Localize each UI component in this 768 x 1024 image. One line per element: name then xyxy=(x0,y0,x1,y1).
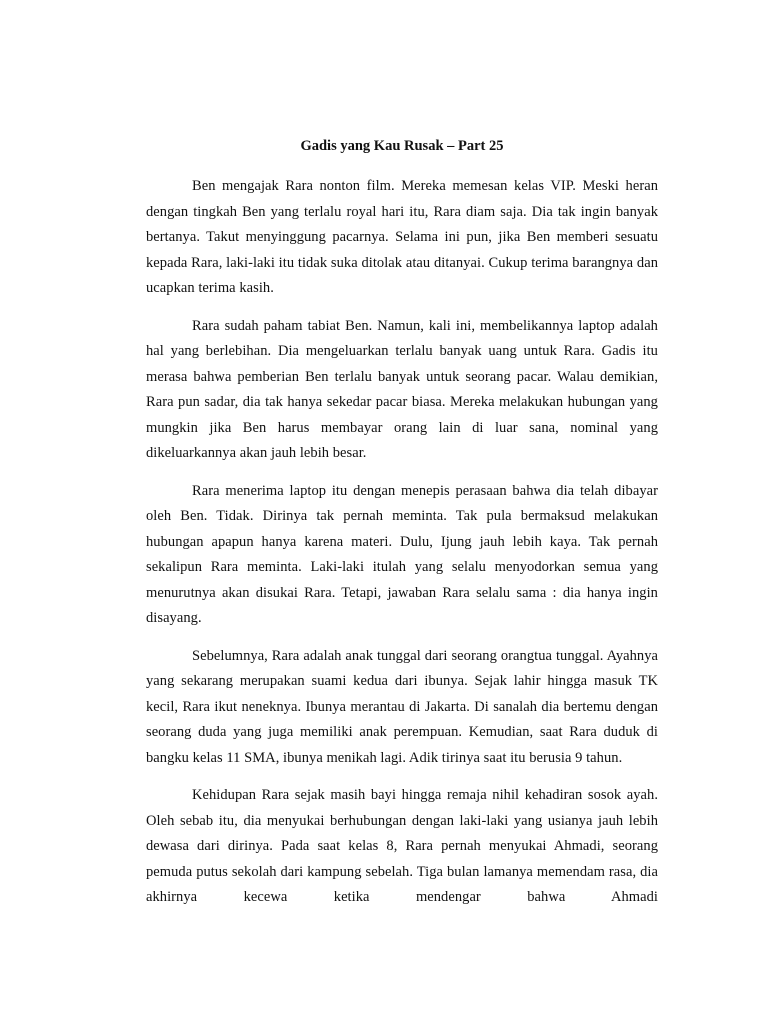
document-title: Gadis yang Kau Rusak – Part 25 xyxy=(300,138,504,154)
document-body xyxy=(146,174,658,923)
paragraph-2: Rara sudah paham tabiat Ben. Namun, kali ini, membelikannya laptop adalah hal yang berlebihan. Dia mengeluarkan terlalu banyak uang untuk Rara. Gadis itu merasa bahwa pemberian Ben terlalu banyak untuk seorang pacar. Walau demikian, Rara pun sadar, dia tak hanya sekedar pacar biasa. Mereka melakukan hubungan yang mungkin jika Ben harus membayar orang lain di luar sana, nominal yang dikeluarkannya akan jauh lebih besar. xyxy=(146,317,658,461)
paragraph-1: Ben mengajak Rara nonton film. Mereka memesan kelas VIP. Meski heran dengan tingkah Ben yang terlalu royal hari itu, Rara diam saja. Dia tak ingin banyak bertanya. Takut menyinggung pacarnya. Selama ini pun, jika Ben memberi sesuatu kepada Rara, laki-laki itu tidak suka ditolak atau ditanyai. Cukup terima barangnya dan ucapkan terima kasih. xyxy=(146,178,658,296)
paragraph-3: Rara menerima laptop itu dengan menepis perasaan bahwa dia telah dibayar oleh Ben. Tidak. Dirinya tak pernah meminta. Tak pula bermaksud melakukan hubungan apapun hanya karena materi. Dulu, Ijung jauh lebih kaya. Tak pernah sekalipun Rara meminta. Laki-laki itulah yang selalu menyodorkan semua yang menurutnya akan disukai Rara. Tetapi, jawaban Rara selalu sama : dia hanya ingin disayang. xyxy=(146,482,658,626)
paragraph-5: Kehidupan Rara sejak masih bayi hingga remaja nihil kehadiran sosok ayah. Oleh sebab itu, dia menyukai berhubungan dengan laki-laki yang usianya jauh lebih dewasa dari dirinya. Pada saat kelas 8, Rara pernah menyukai Ahmadi, seorang pemuda putus sekolah dari kampung sebelah. Tiga bulan lamanya memendam rasa, dia akhirnya kecewa ketika mendengar bahwa Ahmadi xyxy=(146,787,658,905)
paragraph-4: Sebelumnya, Rara adalah anak tunggal dari seorang orangtua tunggal. Ayahnya yang sekarang merupakan suami kedua dari ibunya. Sejak lahir hingga masuk TK kecil, Rara ikut neneknya. Ibunya merantau di Jakarta. Di sanalah dia bertemu dengan seorang duda yang juga memiliki anak perempuan. Kemudian, saat Rara duduk di bangku kelas 11 SMA, ibunya menikah lagi. Adik tirinya saat itu berusia 9 tahun. xyxy=(146,647,658,766)
